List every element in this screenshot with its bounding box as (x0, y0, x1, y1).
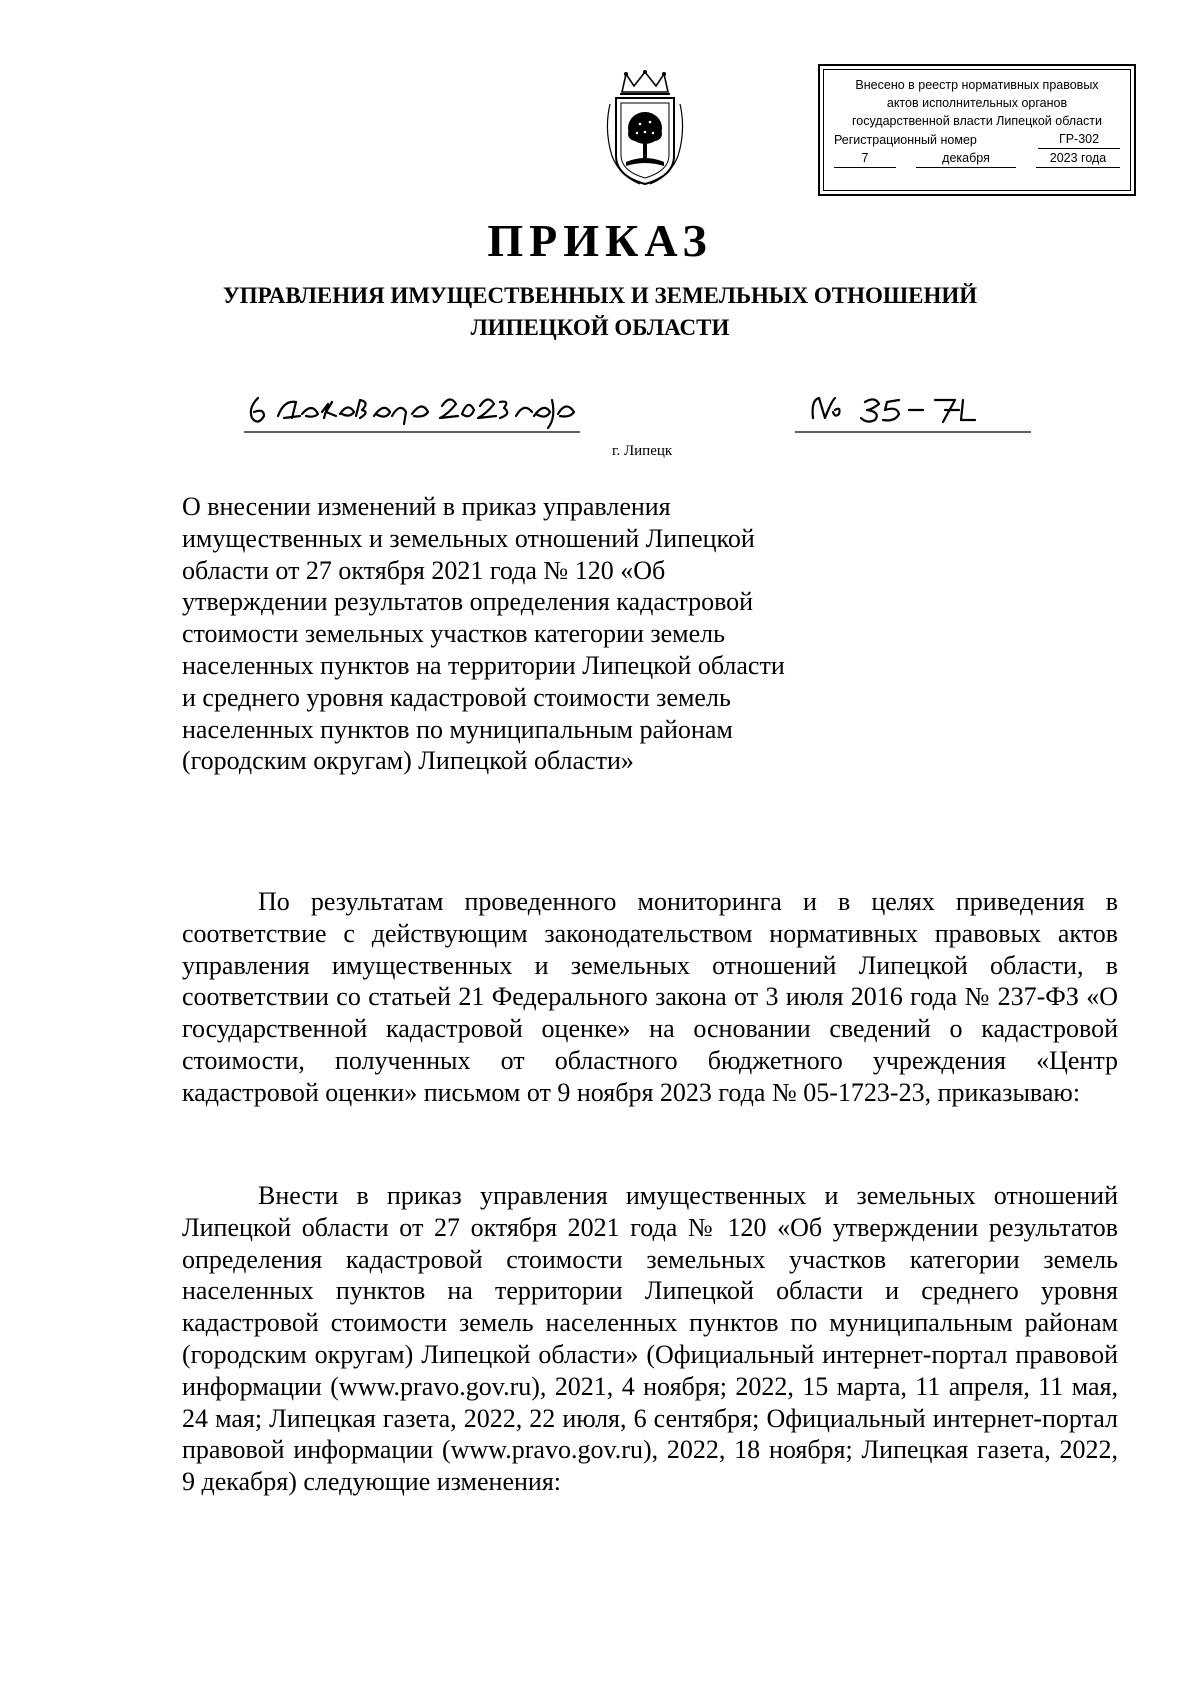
handwritten-date (244, 388, 584, 436)
stamp-line-3: государственной власти Липецкой области (851, 114, 1103, 128)
subtitle-line-2: ЛИПЕЦКОЙ ОБЛАСТИ (470, 315, 730, 340)
handwritten-number (795, 388, 1035, 436)
document-subject: О внесении изменений в приказ управления имущественных и земельных отношений Липецкой области от 27 октября 2021 года № 120 «Об утверждении результатов определения кадастровой стоимости земельных участков категории земель населенных пунктов на территории Липецкой области и среднего уровня кадастровой стоимости земель населенных пунктов по муниципальным районам (городским округам) Липецкой области» (182, 492, 785, 776)
body-paragraph-1: По результатам проведенного мониторинга и в целях приведения в соответствие с действующим законодательством нормативных правовых актов управления имущественных и земельных отношений Липецкой области, в соответствии со статьей 21 Федерального закона от 3 июля 2016 года № 237-ФЗ «О государственной кадастровой оценке» на основании сведений о кадастровой стоимости, полученных от областного бюджетного учреждения «Центр кадастровой оценки» письмом от 9 ноября 2023 года № 05-1723-23, приказываю: (182, 887, 1118, 1107)
document-subtitle (0, 280, 1200, 344)
subtitle-line-1: УПРАВЛЕНИЯ ИМУЩЕСТВЕННЫХ И ЗЕМЕЛЬНЫХ ОТНОШЕНИЙ (222, 283, 978, 308)
coat-of-arms-icon (600, 70, 690, 188)
stamp-reg-label: Регистрационный номер (834, 133, 977, 147)
registry-stamp (818, 64, 1136, 196)
city-label: г. Липецк (612, 443, 673, 459)
document-title: ПРИКАЗ (487, 215, 713, 266)
stamp-line-2: актов исполнительных органов (886, 96, 1068, 110)
stamp-reg-number: ГР-302 (1038, 130, 1120, 149)
stamp-year: 2023 года (1036, 149, 1120, 168)
body-paragraph-2: Внести в приказ управления имущественных и земельных отношений Липецкой области от 27 октября 2021 года № 120 «Об утверждении результатов определения кадастровой стоимости земельных участков категории земель населенных пунктов на территории Липецкой области и среднего уровня кадастровой стоимости земель населенных пунктов по муниципальным районам (городским округам) Липецкой области» (Официальный интернет-портал правовой информации (www.pravo.gov.ru), 2021, 4 ноября; 2022, 15 марта, 11 апреля, 11 мая, 24 мая; Липецкая газета, 2022, 22 июля, 6 сентября; Официальный интернет-портал правовой информации (www.pravo.gov.ru), 2022, 18 ноября; Липецкая газета, 2022, 9 декабря) следующие изменения: (182, 1181, 1118, 1497)
stamp-day: 7 (834, 149, 896, 168)
stamp-month: декабря (916, 149, 1016, 168)
stamp-line-1: Внесено в реестр нормативных правовых (855, 78, 1099, 92)
